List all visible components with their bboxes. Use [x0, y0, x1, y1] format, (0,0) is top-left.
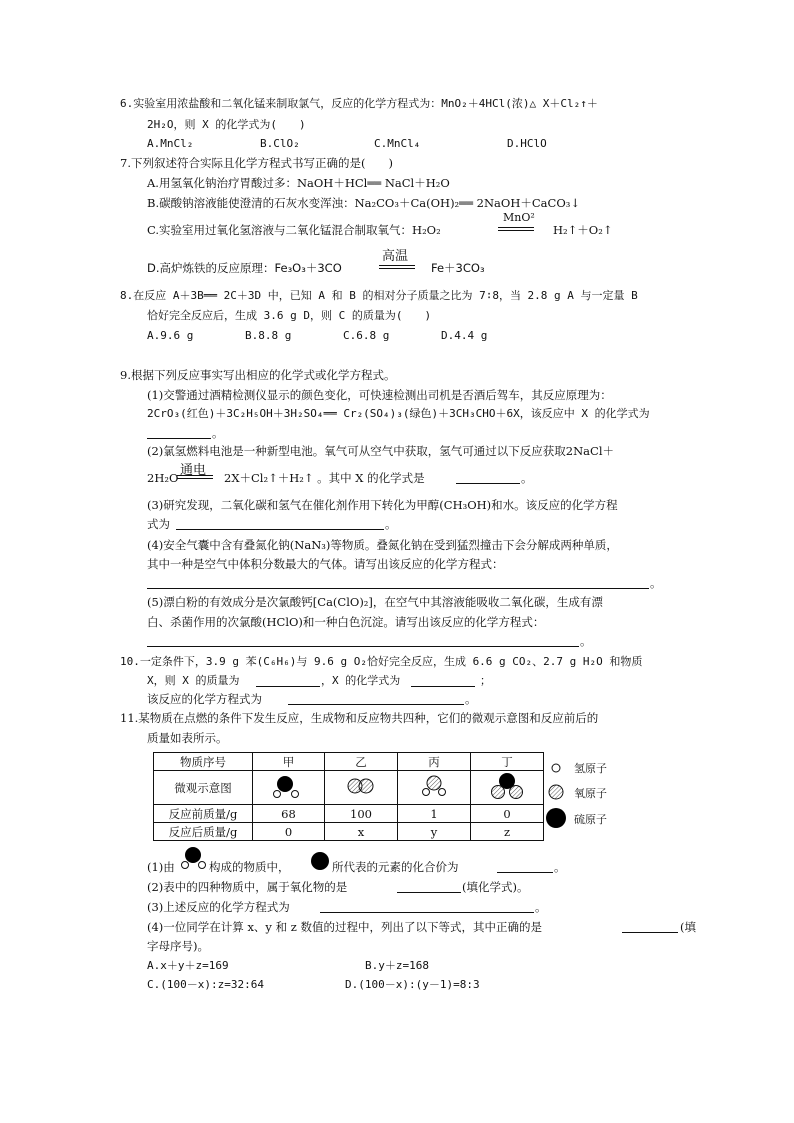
q9-p3-line1: (3)研究发现，二氧化碳和氢气在催化剂作用下转化为甲醇(CH₃OH)和水。该反应的化学方程 — [147, 498, 618, 512]
q11-p2-answer-blank[interactable] — [397, 892, 461, 893]
hydrogen-atom-icon — [546, 758, 566, 778]
q11-option-a: A.x＋y＋z=169 — [147, 959, 229, 972]
table-cell: y — [398, 823, 471, 841]
q7-option-d-left: D.高炉炼铁的反应原理：Fe₃O₃＋3CO — [147, 261, 342, 275]
table-cell: 100 — [325, 805, 398, 823]
q10-line3a: 该反应的化学方程式为 — [147, 692, 262, 706]
legend-oxygen-label: 氧原子 — [574, 787, 607, 800]
q11-p2b: (填化学式)。 — [462, 880, 529, 894]
so2-molecule-icon — [487, 771, 527, 801]
q9-p2-line1: (2)氯氢燃料电池是一种新型电池。氧气可从空气中获取，氢气可通过以下反应获取2NaCl＋ — [147, 444, 614, 458]
q9-p1-line2: 2CrO₃(红色)＋3C₂H₅OH＋3H₂SO₄══ Cr₂(SO₄)₃(绿色)＋3CH₃CHO＋6X，该反应中 X 的化学式为 — [147, 407, 650, 420]
atom-legend — [538, 752, 652, 838]
micro-jia-cell — [253, 771, 325, 805]
table-header-cell: 甲 — [253, 753, 325, 771]
q11-p3-answer-blank[interactable] — [320, 912, 534, 913]
q9-p2-condition: 通电 — [180, 463, 207, 478]
q9-p5-answer-blank[interactable] — [147, 646, 579, 647]
q9-p2-left: 2H₂O — [147, 471, 179, 485]
q11-p1a: (1)由 — [147, 860, 175, 874]
table-cell: 反应后质量/g — [154, 823, 253, 841]
q6-option-b: B.ClO₂ — [260, 137, 300, 150]
h2s-molecule-icon — [269, 773, 309, 799]
q9-p5-line2: 白、杀菌作用的次氯酸(HClO)和一种白色沉淀。请写出该反应的化学方程式： — [147, 615, 545, 629]
q7-stem: 7.下列叙述符合实际且化学方程式书写正确的是( ) — [120, 156, 393, 170]
q7-c-equals-sign — [498, 227, 534, 231]
q11-p1d: 。 — [554, 860, 566, 874]
legend-hydrogen-label: 氢原子 — [574, 762, 607, 775]
q9-p4-end: 。 — [650, 576, 662, 590]
q11-p2a: (2)表中的四种物质中，属于氧化物的是 — [147, 880, 348, 894]
table-cell: z — [471, 823, 544, 841]
q8-option-a: A.9.6 g — [147, 329, 194, 342]
q10-line2b: ，X 的化学式为 — [321, 674, 401, 687]
table-cell: 反应前质量/g — [154, 805, 253, 823]
table-header-cell: 丙 — [398, 753, 471, 771]
q6-option-d: D.HClO — [507, 137, 547, 150]
q11-p4-answer-blank[interactable] — [622, 932, 678, 933]
q8-option-d: D.4.4 g — [441, 329, 488, 342]
table-cell: 0 — [471, 805, 544, 823]
q11-line2: 质量如表所示。 — [147, 731, 228, 745]
q7-option-d-right: Fe＋3CO₃ — [431, 261, 485, 275]
q10-formula-blank[interactable] — [411, 686, 475, 687]
oxygen-atom-icon — [546, 782, 566, 802]
q11-mass-table — [153, 752, 544, 841]
q10-line2c: ； — [480, 674, 491, 687]
sulfur-atom-icon — [544, 806, 568, 830]
q11-p4a: (4)一位同学在计算 x、y 和 z 数值的过程中，列出了以下等式，其中正确的是 — [147, 920, 542, 934]
q9-p2-equals-sign — [177, 475, 213, 479]
table-header-cell: 物质序号 — [154, 753, 253, 771]
table-row — [154, 771, 544, 805]
q9-p2-end: 。 — [521, 471, 533, 485]
q10-line2a: X，则 X 的质量为 — [147, 674, 240, 687]
q7-option-c-right: H₂↑＋O₂↑ — [553, 223, 613, 237]
q11-p1c: 所代表的元素的化合价为 — [332, 860, 459, 874]
q9-p3-line2: 式为 — [147, 517, 170, 531]
q6-option-a: A.MnCl₂ — [147, 137, 194, 150]
micro-ding-cell — [471, 771, 544, 805]
q9-p2-answer-blank[interactable] — [456, 483, 520, 484]
q7-c-condition: MnO² — [503, 211, 535, 224]
q10-line1: 10.一定条件下，3.9 g 苯(C₆H₆)与 9.6 g O₂恰好完全反应，生成 6.6 g CO₂、2.7 g H₂O 和物质 — [120, 655, 643, 668]
q7-option-a: A.用氢氧化钠治疗胃酸过多：NaOH＋HCl══ NaCl＋H₂O — [147, 176, 450, 190]
q8-option-c: C.6.8 g — [343, 329, 390, 342]
table-row — [154, 753, 544, 771]
legend-sulfur-label: 硫原子 — [574, 813, 607, 826]
q9-p4-line2: 其中一种是空气中体积分数最大的气体。请写出该反应的化学方程式： — [147, 557, 504, 571]
q11-p3b: 。 — [535, 900, 547, 914]
q9-p4-line1: (4)安全气囊中含有叠氮化钠(NaN₃)等物质。叠氮化钠在受到猛烈撞击下会分解成两种单质， — [147, 538, 618, 552]
q11-option-c: C.(100－x):z=32:64 — [147, 978, 264, 991]
table-cell: 微观示意图 — [154, 771, 253, 805]
q8-line2: 恰好完全反应后，生成 3.6 g D，则 C 的质量为( ) — [147, 309, 432, 322]
q11-p3a: (3)上述反应的化学方程式为 — [147, 900, 290, 914]
q8-line1: 8.在反应 A＋3B══ 2C＋3D 中，已知 A 和 B 的相对分子质量之比为 7∶8，当 2.8 g A 与一定量 B — [120, 289, 638, 302]
q11-option-d: D.(100－x):(y－1)=8:3 — [345, 978, 480, 991]
q9-p3-answer-blank[interactable] — [176, 529, 384, 530]
q7-option-b: B.碳酸钠溶液能使澄清的石灰水变浑浊：Na₂CO₃＋Ca(OH)₂══ 2NaOH＋CaCO₃↓ — [147, 196, 580, 210]
q7-d-condition: 高温 — [382, 249, 409, 264]
q6-option-c: C.MnCl₄ — [374, 137, 421, 150]
h2o-molecule-icon — [414, 773, 454, 799]
o2-molecule-icon — [341, 773, 381, 799]
q10-line3b: 。 — [465, 692, 477, 706]
micro-bing-cell — [398, 771, 471, 805]
q8-option-b: B.8.8 g — [245, 329, 292, 342]
micro-yi-cell — [325, 771, 398, 805]
q11-option-b: B.y＋z=168 — [365, 959, 429, 972]
q11-p4c: 字母序号)。 — [147, 939, 209, 953]
q9-p2-right: 2X＋Cl₂↑＋H₂↑ 。其中 X 的化学式是 — [224, 471, 425, 485]
q6-line2: 2H₂O，则 X 的化学式为( ) — [147, 118, 306, 131]
q9-p5-line1: (5)漂白粉的有效成分是次氯酸钙[Ca(ClO)₂]，在空气中其溶液能吸收二氧化碳，生成有漂 — [147, 595, 603, 609]
table-row — [154, 823, 544, 841]
q11-p4b: (填 — [680, 920, 696, 934]
table-header-cell: 丁 — [471, 753, 544, 771]
q9-p1-line1: (1)交警通过酒精检测仪显示的颜色变化，可快速检测出司机是否酒后驾车，其反应原理为： — [147, 388, 612, 402]
q9-p1-end: 。 — [212, 426, 224, 440]
table-row — [154, 805, 544, 823]
q6-line1: 6.实验室用浓盐酸和二氧化锰来制取氯气，反应的化学方程式为：MnO₂＋4HCl(浓)△ X＋Cl₂↑＋ — [120, 97, 598, 110]
table-cell: 0 — [253, 823, 325, 841]
table-cell: 1 — [398, 805, 471, 823]
q11-p1-answer-blank[interactable] — [497, 872, 553, 873]
q7-option-c-left: C.实验室用过氧化氢溶液与二氧化锰混合制取氧气：H₂O₂ — [147, 223, 441, 237]
h2s-molecule-inline-icon — [178, 846, 208, 872]
q9-p4-answer-blank[interactable] — [147, 588, 649, 589]
table-cell: x — [325, 823, 398, 841]
q9-p3-end: 。 — [385, 517, 397, 531]
table-cell: 68 — [253, 805, 325, 823]
q7-d-equals-sign — [379, 265, 415, 269]
q9-p5-end: 。 — [580, 634, 592, 648]
q10-equation-blank[interactable] — [288, 704, 464, 705]
q11-p1b: 构成的物质中， — [209, 860, 290, 874]
sulfur-atom-inline-icon — [309, 850, 331, 872]
q9-stem: 9.根据下列反应事实写出相应的化学式或化学方程式。 — [120, 368, 396, 382]
q10-mass-blank[interactable] — [256, 686, 320, 687]
table-header-cell: 乙 — [325, 753, 398, 771]
q11-line1: 11.某物质在点燃的条件下发生反应，生成物和反应物共四种，它们的微观示意图和反应前后的 — [120, 711, 599, 725]
q9-p1-answer-blank[interactable] — [147, 438, 211, 439]
